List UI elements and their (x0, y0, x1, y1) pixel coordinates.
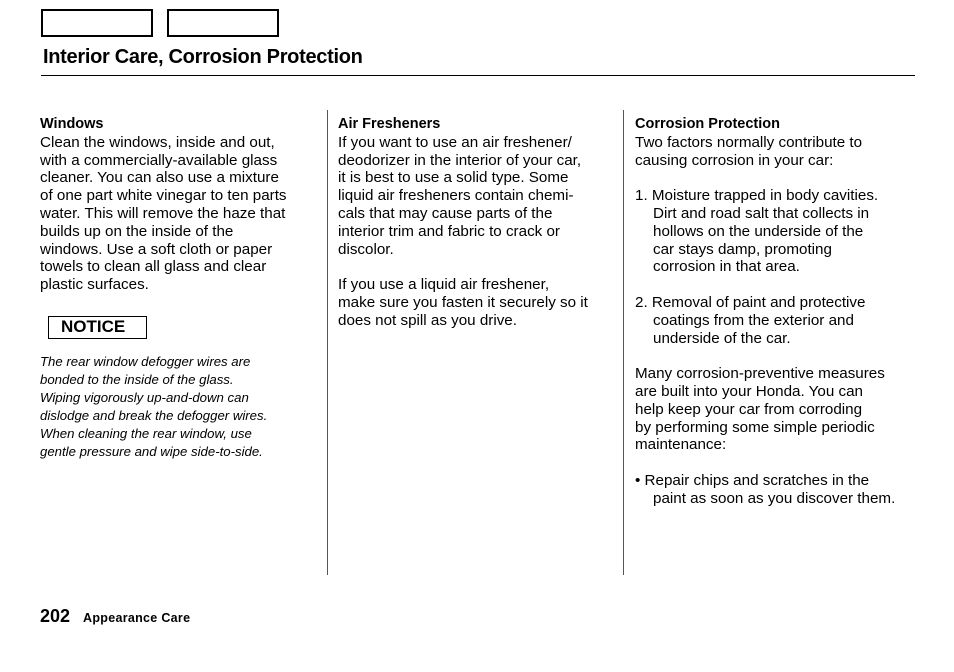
list-item-line: underside of the car. (653, 329, 791, 347)
section-label: Appearance Care (83, 611, 191, 625)
text-line: towels to clean all glass and clear (40, 258, 267, 276)
page-title: Interior Care, Corrosion Protection (43, 46, 363, 68)
column-divider (623, 110, 624, 575)
text-line: by performing some simple periodic (635, 418, 875, 436)
list-item-line: 2. Removal of paint and protective (635, 293, 866, 311)
list-item-line: Dirt and road salt that collects in (653, 204, 870, 222)
text-line: plastic surfaces. (40, 276, 149, 294)
text-line: builds up on the inside of the (40, 222, 234, 240)
corrosion-heading: Corrosion Protection (635, 116, 781, 132)
text-line: cleaner. You can also use a mixture (40, 169, 279, 187)
list-item-line: car stays damp, promoting (653, 240, 832, 258)
nav-previous-button[interactable] (41, 9, 153, 37)
notice-line: bonded to the inside of the glass. (40, 371, 234, 387)
air-fresheners-section (338, 116, 616, 330)
notice-line: Wiping vigorously up-and-down can (40, 389, 249, 405)
text-line: deodorizer in the interior of your car, (338, 151, 582, 169)
column-divider (327, 110, 328, 575)
title-divider (41, 75, 915, 76)
text-line: maintenance: (635, 436, 727, 454)
notice-line: When cleaning the rear window, use (40, 425, 252, 441)
text-line: cals that may cause parts of the (338, 204, 553, 222)
corrosion-section (635, 116, 917, 508)
air-fresheners-heading: Air Fresheners (338, 116, 441, 132)
nav-next-button[interactable] (167, 9, 279, 37)
text-line: causing corrosion in your car: (635, 151, 834, 169)
bullet-item-line: • Repair chips and scratches in the (635, 471, 870, 489)
text-line: make sure you fasten it securely so it (338, 293, 588, 311)
text-line: Clean the windows, inside and out, (40, 133, 275, 151)
notice-label: NOTICE (48, 316, 147, 339)
page-number: 202 (40, 606, 71, 626)
text-line: help keep your car from corroding (635, 400, 863, 418)
notice-line: dislodge and break the defogger wires. (40, 407, 268, 423)
text-line: If you use a liquid air freshener, (338, 276, 550, 294)
text-line: with a commercially-available glass (40, 151, 278, 169)
text-line: If you want to use an air freshener/ (338, 133, 572, 151)
text-line: are built into your Honda. You can (635, 382, 863, 400)
list-item-line: coatings from the exterior and (653, 311, 854, 329)
notice-text (40, 353, 318, 461)
windows-heading: Windows (40, 116, 104, 132)
text-line: windows. Use a soft cloth or paper (40, 240, 273, 258)
text-line: Many corrosion-preventive measures (635, 365, 885, 383)
text-line: it is best to use a solid type. Some (338, 169, 569, 187)
text-line: liquid air fresheners contain chemi- (338, 187, 574, 205)
bullet-item-line: paint as soon as you discover them. (653, 489, 896, 507)
windows-section (40, 116, 318, 461)
text-line: interior trim and fabric to crack or (338, 222, 560, 240)
text-line: discolor. (338, 240, 394, 258)
notice-line: gentle pressure and wipe side-to-side. (40, 443, 263, 459)
text-line: water. This will remove the haze that (40, 204, 286, 222)
list-item-line: hollows on the underside of the (653, 222, 864, 240)
text-line: does not spill as you drive. (338, 311, 517, 329)
notice-line: The rear window defogger wires are (40, 353, 251, 369)
text-line: of one part white vinegar to ten parts (40, 187, 287, 205)
list-item-line: corrosion in that area. (653, 258, 800, 276)
list-item-line: 1. Moisture trapped in body cavities. (635, 187, 879, 205)
text-line: Two factors normally contribute to (635, 133, 863, 151)
